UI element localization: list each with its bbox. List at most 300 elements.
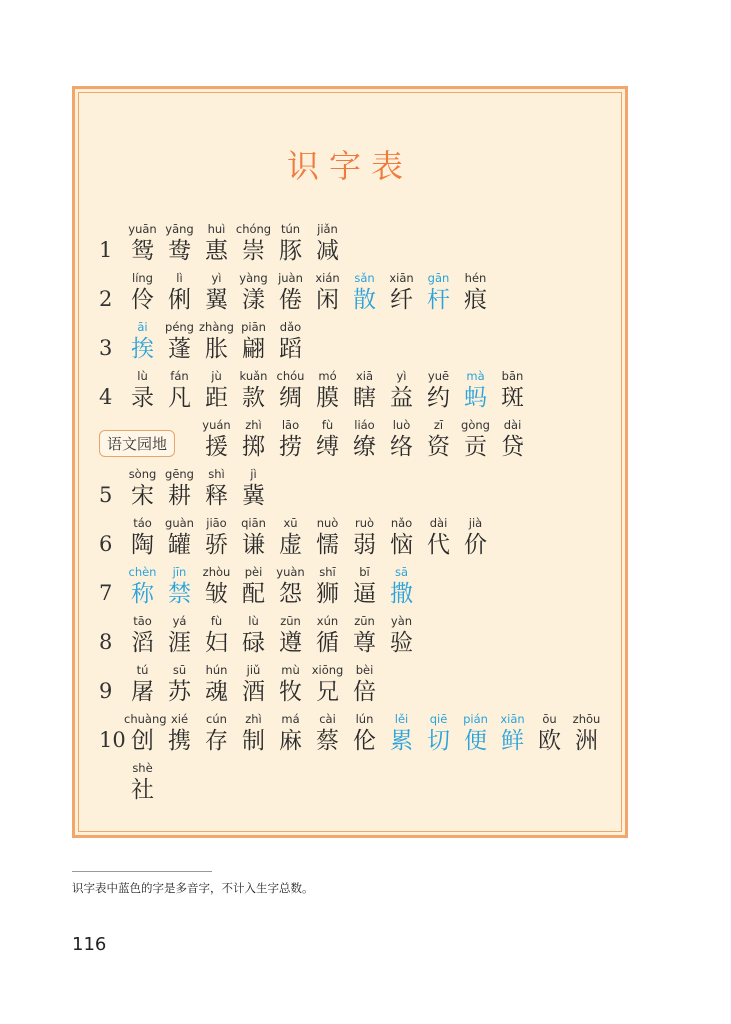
pinyin: xiā bbox=[355, 369, 374, 383]
hanzi: 撒 bbox=[390, 581, 413, 607]
character-cell bbox=[198, 466, 235, 509]
hanzi: 膜 bbox=[316, 385, 339, 411]
character-cell bbox=[198, 368, 235, 411]
character-cell bbox=[272, 662, 309, 705]
hanzi: 涯 bbox=[168, 630, 191, 656]
hanzi: 缚 bbox=[316, 434, 339, 460]
character-cell bbox=[161, 613, 198, 656]
pinyin: bèi bbox=[355, 663, 374, 677]
pinyin: má bbox=[281, 712, 300, 726]
footnote-divider bbox=[72, 871, 212, 872]
pinyin: jiāo bbox=[206, 516, 227, 530]
lesson-number: 4 bbox=[99, 385, 113, 409]
hanzi: 兄 bbox=[316, 679, 339, 705]
hanzi: 蹈 bbox=[279, 336, 302, 362]
pinyin: chèn bbox=[128, 565, 157, 579]
pinyin: pián bbox=[463, 712, 488, 726]
hanzi: 俐 bbox=[168, 287, 191, 313]
pinyin: zhòu bbox=[202, 565, 231, 579]
hanzi: 累 bbox=[390, 728, 413, 754]
character-cell bbox=[124, 564, 161, 607]
character-cell bbox=[457, 711, 494, 754]
page-number: 116 bbox=[72, 934, 107, 955]
hanzi: 滔 bbox=[131, 630, 154, 656]
pinyin: yàn bbox=[390, 614, 413, 628]
character-cell bbox=[309, 711, 346, 754]
pinyin: mù bbox=[281, 663, 300, 677]
hanzi: 鲜 bbox=[501, 728, 524, 754]
table-title: 识字表 bbox=[286, 147, 413, 185]
character-cell bbox=[161, 270, 198, 313]
character-cell bbox=[235, 662, 272, 705]
hanzi: 绸 bbox=[279, 385, 302, 411]
character-row bbox=[75, 417, 625, 465]
hanzi: 款 bbox=[242, 385, 265, 411]
character-cell bbox=[309, 662, 346, 705]
character-cell bbox=[420, 270, 457, 313]
hanzi: 冀 bbox=[242, 483, 265, 509]
character-cell bbox=[124, 613, 161, 656]
pinyin: juàn bbox=[278, 271, 303, 285]
hanzi: 益 bbox=[390, 385, 413, 411]
hanzi: 释 bbox=[205, 483, 228, 509]
hanzi: 恼 bbox=[390, 532, 413, 558]
pinyin: zhàng bbox=[199, 320, 234, 334]
hanzi: 耕 bbox=[168, 483, 191, 509]
lesson-number: 10 bbox=[99, 728, 126, 752]
character-row bbox=[75, 466, 625, 514]
hanzi: 惠 bbox=[205, 238, 228, 264]
hanzi: 苏 bbox=[168, 679, 191, 705]
character-cell bbox=[383, 270, 420, 313]
pinyin: piān bbox=[241, 320, 266, 334]
pinyin: yì bbox=[211, 271, 222, 285]
pinyin: bī bbox=[359, 565, 370, 579]
character-cell bbox=[420, 711, 457, 754]
character-cell bbox=[235, 270, 272, 313]
character-cell bbox=[346, 368, 383, 411]
character-cell bbox=[272, 417, 309, 460]
hanzi: 存 bbox=[205, 728, 228, 754]
pinyin: xié bbox=[170, 712, 189, 726]
hanzi: 验 bbox=[390, 630, 413, 656]
character-cell bbox=[531, 711, 568, 754]
character-row bbox=[75, 368, 625, 416]
character-cell bbox=[124, 760, 161, 803]
hanzi: 纤 bbox=[390, 287, 413, 313]
hanzi: 创 bbox=[131, 728, 154, 754]
hanzi: 贡 bbox=[464, 434, 487, 460]
hanzi: 散 bbox=[353, 287, 376, 313]
character-cell bbox=[124, 711, 167, 754]
hanzi: 援 bbox=[205, 434, 228, 460]
pinyin: tún bbox=[280, 222, 301, 236]
pinyin: fù bbox=[210, 614, 223, 628]
character-cell bbox=[346, 564, 383, 607]
character-cell bbox=[346, 711, 383, 754]
character-cell bbox=[309, 417, 346, 460]
hanzi: 麻 bbox=[279, 728, 302, 754]
character-cell bbox=[420, 417, 457, 460]
hanzi: 胀 bbox=[205, 336, 228, 362]
character-row bbox=[75, 319, 625, 367]
character-row bbox=[75, 515, 625, 563]
character-row bbox=[75, 711, 625, 759]
hanzi: 宋 bbox=[131, 483, 154, 509]
character-cell bbox=[198, 564, 235, 607]
character-cell bbox=[272, 270, 309, 313]
pinyin: gēng bbox=[165, 467, 194, 481]
hanzi: 罐 bbox=[168, 532, 191, 558]
character-cell bbox=[161, 662, 198, 705]
hanzi: 弱 bbox=[353, 532, 376, 558]
pinyin: hén bbox=[464, 271, 487, 285]
chinese-garden-badge: 语文园地 bbox=[99, 430, 175, 457]
hanzi: 漾 bbox=[242, 287, 265, 313]
lesson-number: 9 bbox=[99, 679, 113, 703]
hanzi: 碌 bbox=[242, 630, 265, 656]
hanzi: 翼 bbox=[205, 287, 228, 313]
character-cell bbox=[235, 515, 272, 558]
pinyin: zhì bbox=[245, 712, 262, 726]
hanzi: 骄 bbox=[205, 532, 228, 558]
character-cell bbox=[420, 515, 457, 558]
hanzi: 豚 bbox=[279, 238, 302, 264]
pinyin: jù bbox=[211, 369, 222, 383]
hanzi: 屠 bbox=[131, 679, 154, 705]
character-cell bbox=[161, 319, 198, 362]
character-cell bbox=[124, 319, 161, 362]
character-cell bbox=[383, 711, 420, 754]
character-cell bbox=[124, 515, 161, 558]
character-row bbox=[75, 662, 625, 710]
pinyin: ruò bbox=[354, 516, 375, 530]
pinyin: yì bbox=[396, 369, 407, 383]
character-cell bbox=[457, 270, 494, 313]
character-cell bbox=[383, 368, 420, 411]
character-cell bbox=[198, 417, 235, 460]
hanzi: 资 bbox=[427, 434, 450, 460]
hanzi: 挨 bbox=[131, 336, 154, 362]
pinyin: dài bbox=[503, 418, 522, 432]
pinyin: lěi bbox=[394, 712, 409, 726]
character-cell bbox=[198, 515, 235, 558]
hanzi: 陶 bbox=[131, 532, 154, 558]
pinyin: shè bbox=[132, 761, 153, 775]
pinyin: jiǔ bbox=[246, 663, 261, 677]
character-cell bbox=[235, 417, 272, 460]
character-cell bbox=[309, 564, 346, 607]
hanzi: 瞎 bbox=[353, 385, 376, 411]
character-cell bbox=[568, 711, 605, 754]
hanzi: 崇 bbox=[242, 238, 265, 264]
hanzi: 蔡 bbox=[316, 728, 339, 754]
pinyin: chuàng bbox=[124, 712, 167, 726]
character-cell bbox=[161, 221, 198, 264]
hanzi: 配 bbox=[242, 581, 265, 607]
pinyin: qiē bbox=[429, 712, 448, 726]
character-cell bbox=[198, 270, 235, 313]
hanzi: 鸯 bbox=[168, 238, 191, 264]
pinyin: gòng bbox=[461, 418, 490, 432]
character-cell bbox=[383, 515, 420, 558]
pinyin: luò bbox=[392, 418, 411, 432]
pinyin: yuàn bbox=[276, 565, 305, 579]
hanzi: 减 bbox=[316, 238, 339, 264]
hanzi: 距 bbox=[205, 385, 228, 411]
lesson-number: 3 bbox=[99, 336, 113, 360]
pinyin: lún bbox=[355, 712, 374, 726]
footnote: 识字表中蓝色的字是多音字，不计入生字总数。 bbox=[72, 881, 314, 895]
pinyin: kuǎn bbox=[239, 369, 268, 383]
character-cell bbox=[235, 564, 272, 607]
hanzi: 价 bbox=[464, 532, 487, 558]
pinyin: shī bbox=[319, 565, 336, 579]
pinyin: nuò bbox=[316, 516, 339, 530]
hanzi: 洲 bbox=[575, 728, 598, 754]
lesson-number: 6 bbox=[99, 532, 113, 556]
pinyin: xiān bbox=[389, 271, 414, 285]
pinyin: sǎn bbox=[354, 271, 375, 285]
hanzi: 携 bbox=[168, 728, 191, 754]
pinyin: shì bbox=[208, 467, 225, 481]
hanzi: 凡 bbox=[168, 385, 191, 411]
character-cell bbox=[161, 711, 198, 754]
pinyin: qiān bbox=[241, 516, 266, 530]
pinyin: yá bbox=[172, 614, 187, 628]
hanzi: 尊 bbox=[353, 630, 376, 656]
character-cell bbox=[198, 613, 235, 656]
character-cell bbox=[346, 662, 383, 705]
hanzi: 约 bbox=[427, 385, 450, 411]
hanzi: 虚 bbox=[279, 532, 302, 558]
pinyin: zhōu bbox=[572, 712, 601, 726]
pinyin: āi bbox=[137, 320, 148, 334]
pinyin: jià bbox=[468, 516, 483, 530]
pinyin: fù bbox=[321, 418, 334, 432]
pinyin: ōu bbox=[542, 712, 557, 726]
character-cell bbox=[161, 515, 198, 558]
pinyin: chóu bbox=[276, 369, 305, 383]
hanzi: 魂 bbox=[205, 679, 228, 705]
pinyin: sòng bbox=[128, 467, 157, 481]
lesson-number: 1 bbox=[99, 238, 113, 262]
pinyin: yuán bbox=[202, 418, 231, 432]
character-cell bbox=[124, 270, 161, 313]
hanzi: 蓬 bbox=[168, 336, 191, 362]
character-table-panel bbox=[72, 86, 628, 838]
hanzi: 倍 bbox=[353, 679, 376, 705]
hanzi: 称 bbox=[131, 581, 154, 607]
hanzi: 代 bbox=[427, 532, 450, 558]
pinyin: dǎo bbox=[279, 320, 302, 334]
hanzi: 切 bbox=[427, 728, 450, 754]
hanzi: 伦 bbox=[353, 728, 376, 754]
character-cell bbox=[420, 368, 457, 411]
character-cell bbox=[235, 368, 272, 411]
hanzi: 缭 bbox=[353, 434, 376, 460]
pinyin: líng bbox=[132, 271, 153, 285]
character-cell bbox=[235, 466, 272, 509]
character-cell bbox=[198, 221, 235, 264]
pinyin: yuē bbox=[427, 369, 450, 383]
character-cell bbox=[161, 564, 198, 607]
character-cell bbox=[198, 662, 235, 705]
hanzi: 社 bbox=[131, 777, 154, 803]
hanzi: 酒 bbox=[242, 679, 265, 705]
character-row bbox=[75, 564, 625, 612]
hanzi: 录 bbox=[131, 385, 154, 411]
hanzi: 谦 bbox=[242, 532, 265, 558]
character-cell bbox=[161, 368, 198, 411]
character-cell bbox=[383, 613, 420, 656]
lesson-number: 8 bbox=[99, 630, 113, 654]
character-cell bbox=[309, 515, 346, 558]
hanzi: 禁 bbox=[168, 581, 191, 607]
hanzi: 闲 bbox=[316, 287, 339, 313]
character-cell bbox=[235, 711, 272, 754]
character-cell bbox=[272, 319, 309, 362]
character-row bbox=[75, 613, 625, 661]
hanzi: 牧 bbox=[279, 679, 302, 705]
pinyin: zī bbox=[433, 418, 444, 432]
pinyin: péng bbox=[165, 320, 194, 334]
pinyin: pèi bbox=[244, 565, 263, 579]
pinyin: lāo bbox=[281, 418, 300, 432]
pinyin: zūn bbox=[280, 614, 301, 628]
character-row bbox=[75, 760, 625, 808]
hanzi: 狮 bbox=[316, 581, 339, 607]
pinyin: chóng bbox=[235, 222, 272, 236]
hanzi: 斑 bbox=[501, 385, 524, 411]
character-cell bbox=[198, 319, 235, 362]
hanzi: 便 bbox=[464, 728, 487, 754]
lesson-number: 5 bbox=[99, 483, 113, 507]
hanzi: 杆 bbox=[427, 287, 450, 313]
hanzi: 皱 bbox=[205, 581, 228, 607]
hanzi: 痕 bbox=[464, 287, 487, 313]
pinyin: lì bbox=[176, 271, 183, 285]
character-cell bbox=[124, 466, 161, 509]
pinyin: jīn bbox=[172, 565, 187, 579]
hanzi: 伶 bbox=[131, 287, 154, 313]
pinyin: jì bbox=[250, 467, 257, 481]
hanzi: 贷 bbox=[501, 434, 524, 460]
lesson-number: 7 bbox=[99, 581, 113, 605]
character-cell bbox=[457, 417, 494, 460]
character-cell bbox=[124, 221, 161, 264]
pinyin: tú bbox=[136, 663, 149, 677]
character-cell bbox=[494, 417, 531, 460]
character-cell bbox=[272, 613, 309, 656]
pinyin: liáo bbox=[354, 418, 375, 432]
character-cell bbox=[124, 662, 161, 705]
character-cell bbox=[309, 221, 346, 264]
pinyin: táo bbox=[133, 516, 152, 530]
pinyin: xiān bbox=[500, 712, 525, 726]
pinyin: yuān bbox=[128, 222, 157, 236]
character-cell bbox=[272, 515, 309, 558]
hanzi: 鸳 bbox=[131, 238, 154, 264]
character-cell bbox=[309, 270, 346, 313]
character-cell bbox=[272, 711, 309, 754]
pinyin: sā bbox=[394, 565, 409, 579]
character-cell bbox=[494, 711, 531, 754]
hanzi: 络 bbox=[390, 434, 413, 460]
pinyin: xún bbox=[316, 614, 339, 628]
hanzi: 制 bbox=[242, 728, 265, 754]
character-cell bbox=[457, 515, 494, 558]
pinyin: yàng bbox=[239, 271, 268, 285]
pinyin: zūn bbox=[354, 614, 375, 628]
hanzi: 蚂 bbox=[464, 385, 487, 411]
character-cell bbox=[272, 368, 309, 411]
character-cell bbox=[346, 515, 383, 558]
pinyin: gān bbox=[427, 271, 450, 285]
character-cell bbox=[272, 564, 309, 607]
pinyin: sū bbox=[172, 663, 187, 677]
pinyin: mó bbox=[318, 369, 337, 383]
pinyin: fán bbox=[170, 369, 189, 383]
character-cell bbox=[272, 221, 309, 264]
character-cell bbox=[346, 613, 383, 656]
pinyin: cún bbox=[206, 712, 227, 726]
hanzi: 怨 bbox=[279, 581, 302, 607]
character-cell bbox=[235, 613, 272, 656]
character-cell bbox=[346, 417, 383, 460]
hanzi: 懦 bbox=[316, 532, 339, 558]
hanzi: 掷 bbox=[242, 434, 265, 460]
pinyin: jiǎn bbox=[317, 222, 338, 236]
hanzi: 遵 bbox=[279, 630, 302, 656]
pinyin: dài bbox=[429, 516, 448, 530]
character-cell bbox=[161, 466, 198, 509]
pinyin: xiōng bbox=[311, 663, 344, 677]
pinyin: lù bbox=[137, 369, 148, 383]
character-row bbox=[75, 270, 625, 318]
character-cell bbox=[309, 368, 346, 411]
hanzi: 捞 bbox=[279, 434, 302, 460]
pinyin: nǎo bbox=[390, 516, 413, 530]
hanzi: 妇 bbox=[205, 630, 228, 656]
character-cell bbox=[198, 711, 235, 754]
character-cell bbox=[383, 417, 420, 460]
character-cell bbox=[346, 270, 383, 313]
character-row bbox=[75, 221, 625, 269]
hanzi: 逼 bbox=[353, 581, 376, 607]
pinyin: lù bbox=[248, 614, 259, 628]
character-cell bbox=[309, 613, 346, 656]
hanzi: 翩 bbox=[242, 336, 265, 362]
pinyin: zhì bbox=[245, 418, 262, 432]
character-cell bbox=[235, 221, 272, 264]
pinyin: tāo bbox=[133, 614, 152, 628]
pinyin: mà bbox=[466, 369, 485, 383]
pinyin: xián bbox=[315, 271, 340, 285]
hanzi: 倦 bbox=[279, 287, 302, 313]
pinyin: guàn bbox=[165, 516, 194, 530]
character-cell bbox=[235, 319, 272, 362]
pinyin: hún bbox=[205, 663, 228, 677]
character-cell bbox=[494, 368, 531, 411]
pinyin: bān bbox=[501, 369, 524, 383]
hanzi: 循 bbox=[316, 630, 339, 656]
pinyin: huì bbox=[207, 222, 226, 236]
lesson-number: 2 bbox=[99, 287, 113, 311]
pinyin: cài bbox=[319, 712, 336, 726]
character-cell bbox=[457, 368, 494, 411]
pinyin: xū bbox=[283, 516, 298, 530]
